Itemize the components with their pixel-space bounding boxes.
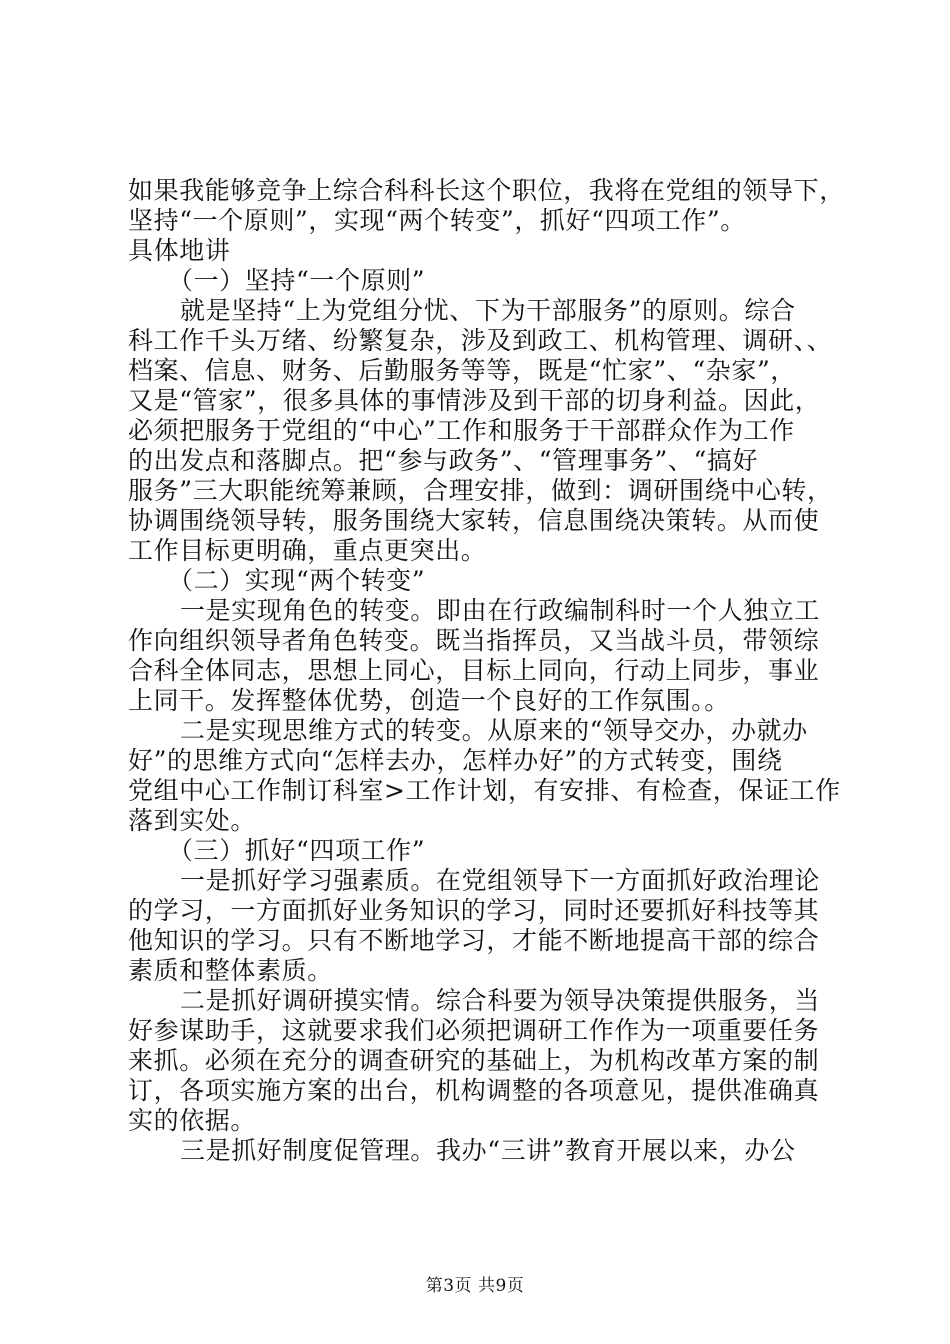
text-line: 合科全体同志，思想上同心，目标上同向，行动上同步，事业: [128, 656, 820, 685]
text-line: 来抓。必须在充分的调查研究的基础上，为机构改革方案的制: [128, 1046, 820, 1075]
text-line: 作向组织领导者角色转变。既当指挥员，又当战斗员，带领综: [128, 626, 820, 655]
text-line: 实的依据。: [128, 1106, 257, 1135]
document-body: [128, 176, 845, 1166]
text-line: 服务”三大职能统筹兼顾，合理安排，做到：调研围绕中心转，: [128, 476, 833, 505]
text-line: 党组中心工作制订科室>工作计划，有安排、有检查，保证工作: [128, 776, 841, 805]
text-line: 好参谋助手，这就要求我们必须把调研工作作为一项重要任务: [128, 1016, 820, 1045]
section-heading-3: （三）抓好“四项工作”: [168, 836, 426, 865]
text-line: 上同干。发挥整体优势，创造一个良好的工作氛围。。: [128, 686, 730, 715]
text-line: 工作目标更明确，重点更突出。: [128, 536, 487, 565]
text-line: 二是实现思维方式的转变。从原来的“领导交办，办就办: [180, 716, 808, 745]
page-number-footer: 第3页 共9页: [425, 1276, 525, 1296]
text-line: 坚持“一个原则”，实现“两个转变”，抓好“四项工作”。: [128, 206, 746, 235]
text-line: 他知识的学习。只有不断地学习，才能不断地提高干部的综合: [128, 926, 820, 955]
text-line: 素质和整体素质。: [128, 956, 333, 985]
text-line: 三是抓好制度促管理。我办“三讲”教育开展以来，办公: [180, 1136, 796, 1165]
text-line: 二是抓好调研摸实情。综合科要为领导决策提供服务，当: [180, 986, 821, 1015]
text-line: 就是坚持“上为党组分忧、下为干部服务”的原则。综合: [180, 296, 796, 325]
section-heading-2: （二）实现“两个转变”: [168, 566, 426, 595]
text-line: 档案、信息、财务、后勤服务等等，既是“忙家”、“杂家”，: [128, 356, 796, 385]
text-line: 一是抓好学习强素质。在党组领导下一方面抓好政治理论: [180, 866, 821, 895]
text-line: 又是“管家”，很多具体的事情涉及到干部的切身利益。因此，: [128, 386, 821, 415]
text-line: 的学习，一方面抓好业务知识的学习，同时还要抓好科技等其: [128, 896, 820, 925]
text-line: 必须把服务于党组的“中心”工作和服务于干部群众作为工作: [128, 416, 795, 445]
text-line: 落到实处。: [128, 806, 257, 835]
text-line: 好”的思维方式向“怎样去办，怎样办好”的方式转变，围绕: [128, 746, 783, 775]
text-line: 订，各项实施方案的出台，机构调整的各项意见，提供准确真: [128, 1076, 820, 1105]
text-line: 如果我能够竞争上综合科科长这个职位，我将在党组的领导下，: [128, 176, 845, 205]
text-line: 科工作千头万绪、纷繁复杂，涉及到政工、机构管理、调研、、: [128, 326, 833, 355]
text-line: 一是实现角色的转变。即由在行政编制科时一个人独立工: [180, 596, 821, 625]
text-line: 协调围绕领导转，服务围绕大家转，信息围绕决策转。从而使: [128, 506, 820, 535]
text-line: 的出发点和落脚点。把“参与政务”、“管理事务”、“搞好: [128, 446, 759, 475]
text-line: 具体地讲: [128, 236, 231, 265]
section-heading-1: （一）坚持“一个原则”: [168, 266, 426, 295]
